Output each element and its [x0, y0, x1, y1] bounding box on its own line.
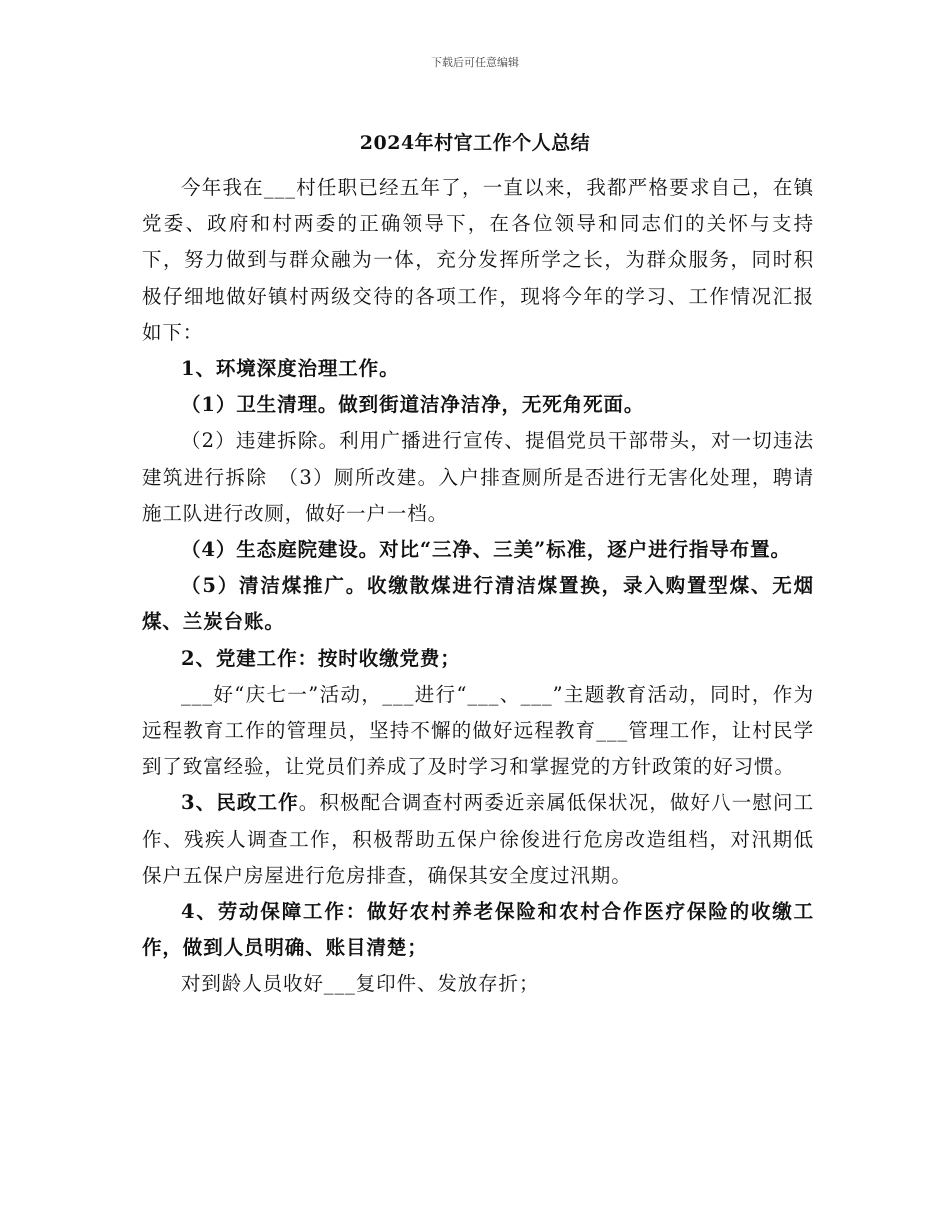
section-4-heading: 4、劳动保障工作：做好农村养老保险和农村合作医疗保险的收缴工作，做到人员明确、账目清楚；: [142, 900, 814, 960]
document-title: 2024年村官工作个人总结: [359, 132, 591, 154]
intro-paragraph: 今年我在___村任职已经五年了，一直以来，我都严格要求自己，在镇党委、政府和村两委的正确领导下，在各位领导和同志们的关怀与支持下，努力做到与群众融为一体，充分发挥所学之长，为群众服务，同时积极仔细地做好镇村两级交待的各项工作，现将今年的学习、工作情况汇报如下：: [142, 176, 814, 344]
section-1-item-2-3: （2）违建拆除。利用广播进行宣传、提倡党员干部带头，对一切违法建筑进行拆除 （3）厕所改建。入户排查厕所是否进行无害化处理，聘请施工队进行改厕，做好一户一档。: [142, 429, 814, 525]
section-3-heading: 3、民政工作: [181, 791, 299, 815]
page-header-note: 下载后可任意编辑: [431, 56, 519, 69]
section-2-body: ___好“庆七一”活动，___进行“___、___”主题教育活动，同时，作为远程教育工作的管理员，坚持不懈的做好远程教育___管理工作，让村民学到了致富经验，让党员们养成了及时学习和掌握党的方针政策的好习惯。: [142, 682, 814, 779]
section-1-item-4: （4）生态庭院建设。对比“三净、三美”标准，逐户进行指导布置。: [181, 538, 791, 562]
section-1-heading: 1、环境深度治理工作。: [181, 357, 400, 381]
section-4-body: 对到龄人员收好___复印件、发放存折；: [181, 972, 540, 996]
document-body: [142, 170, 814, 1003]
section-1-item-1: （1）卫生清理。做到街道洁净洁净，无死角死面。: [181, 393, 645, 417]
section-3-body: 。积极配合调查村两委近亲属低保状况，做好八一慰问工作、残疾人调查工作，积极帮助五保户徐俊进行危房改造组档，对汛期低保户五保户房屋进行危房排查，确保其安全度过汛期。: [142, 791, 814, 887]
section-3-paragraph: [142, 785, 814, 894]
section-2-heading: 2、党建工作：按时收缴党费；: [181, 646, 461, 670]
section-1-item-5: （5）清洁煤推广。收缴散煤进行清洁煤置换，录入购置型煤、无烟煤、兰炭台账。: [142, 574, 814, 634]
